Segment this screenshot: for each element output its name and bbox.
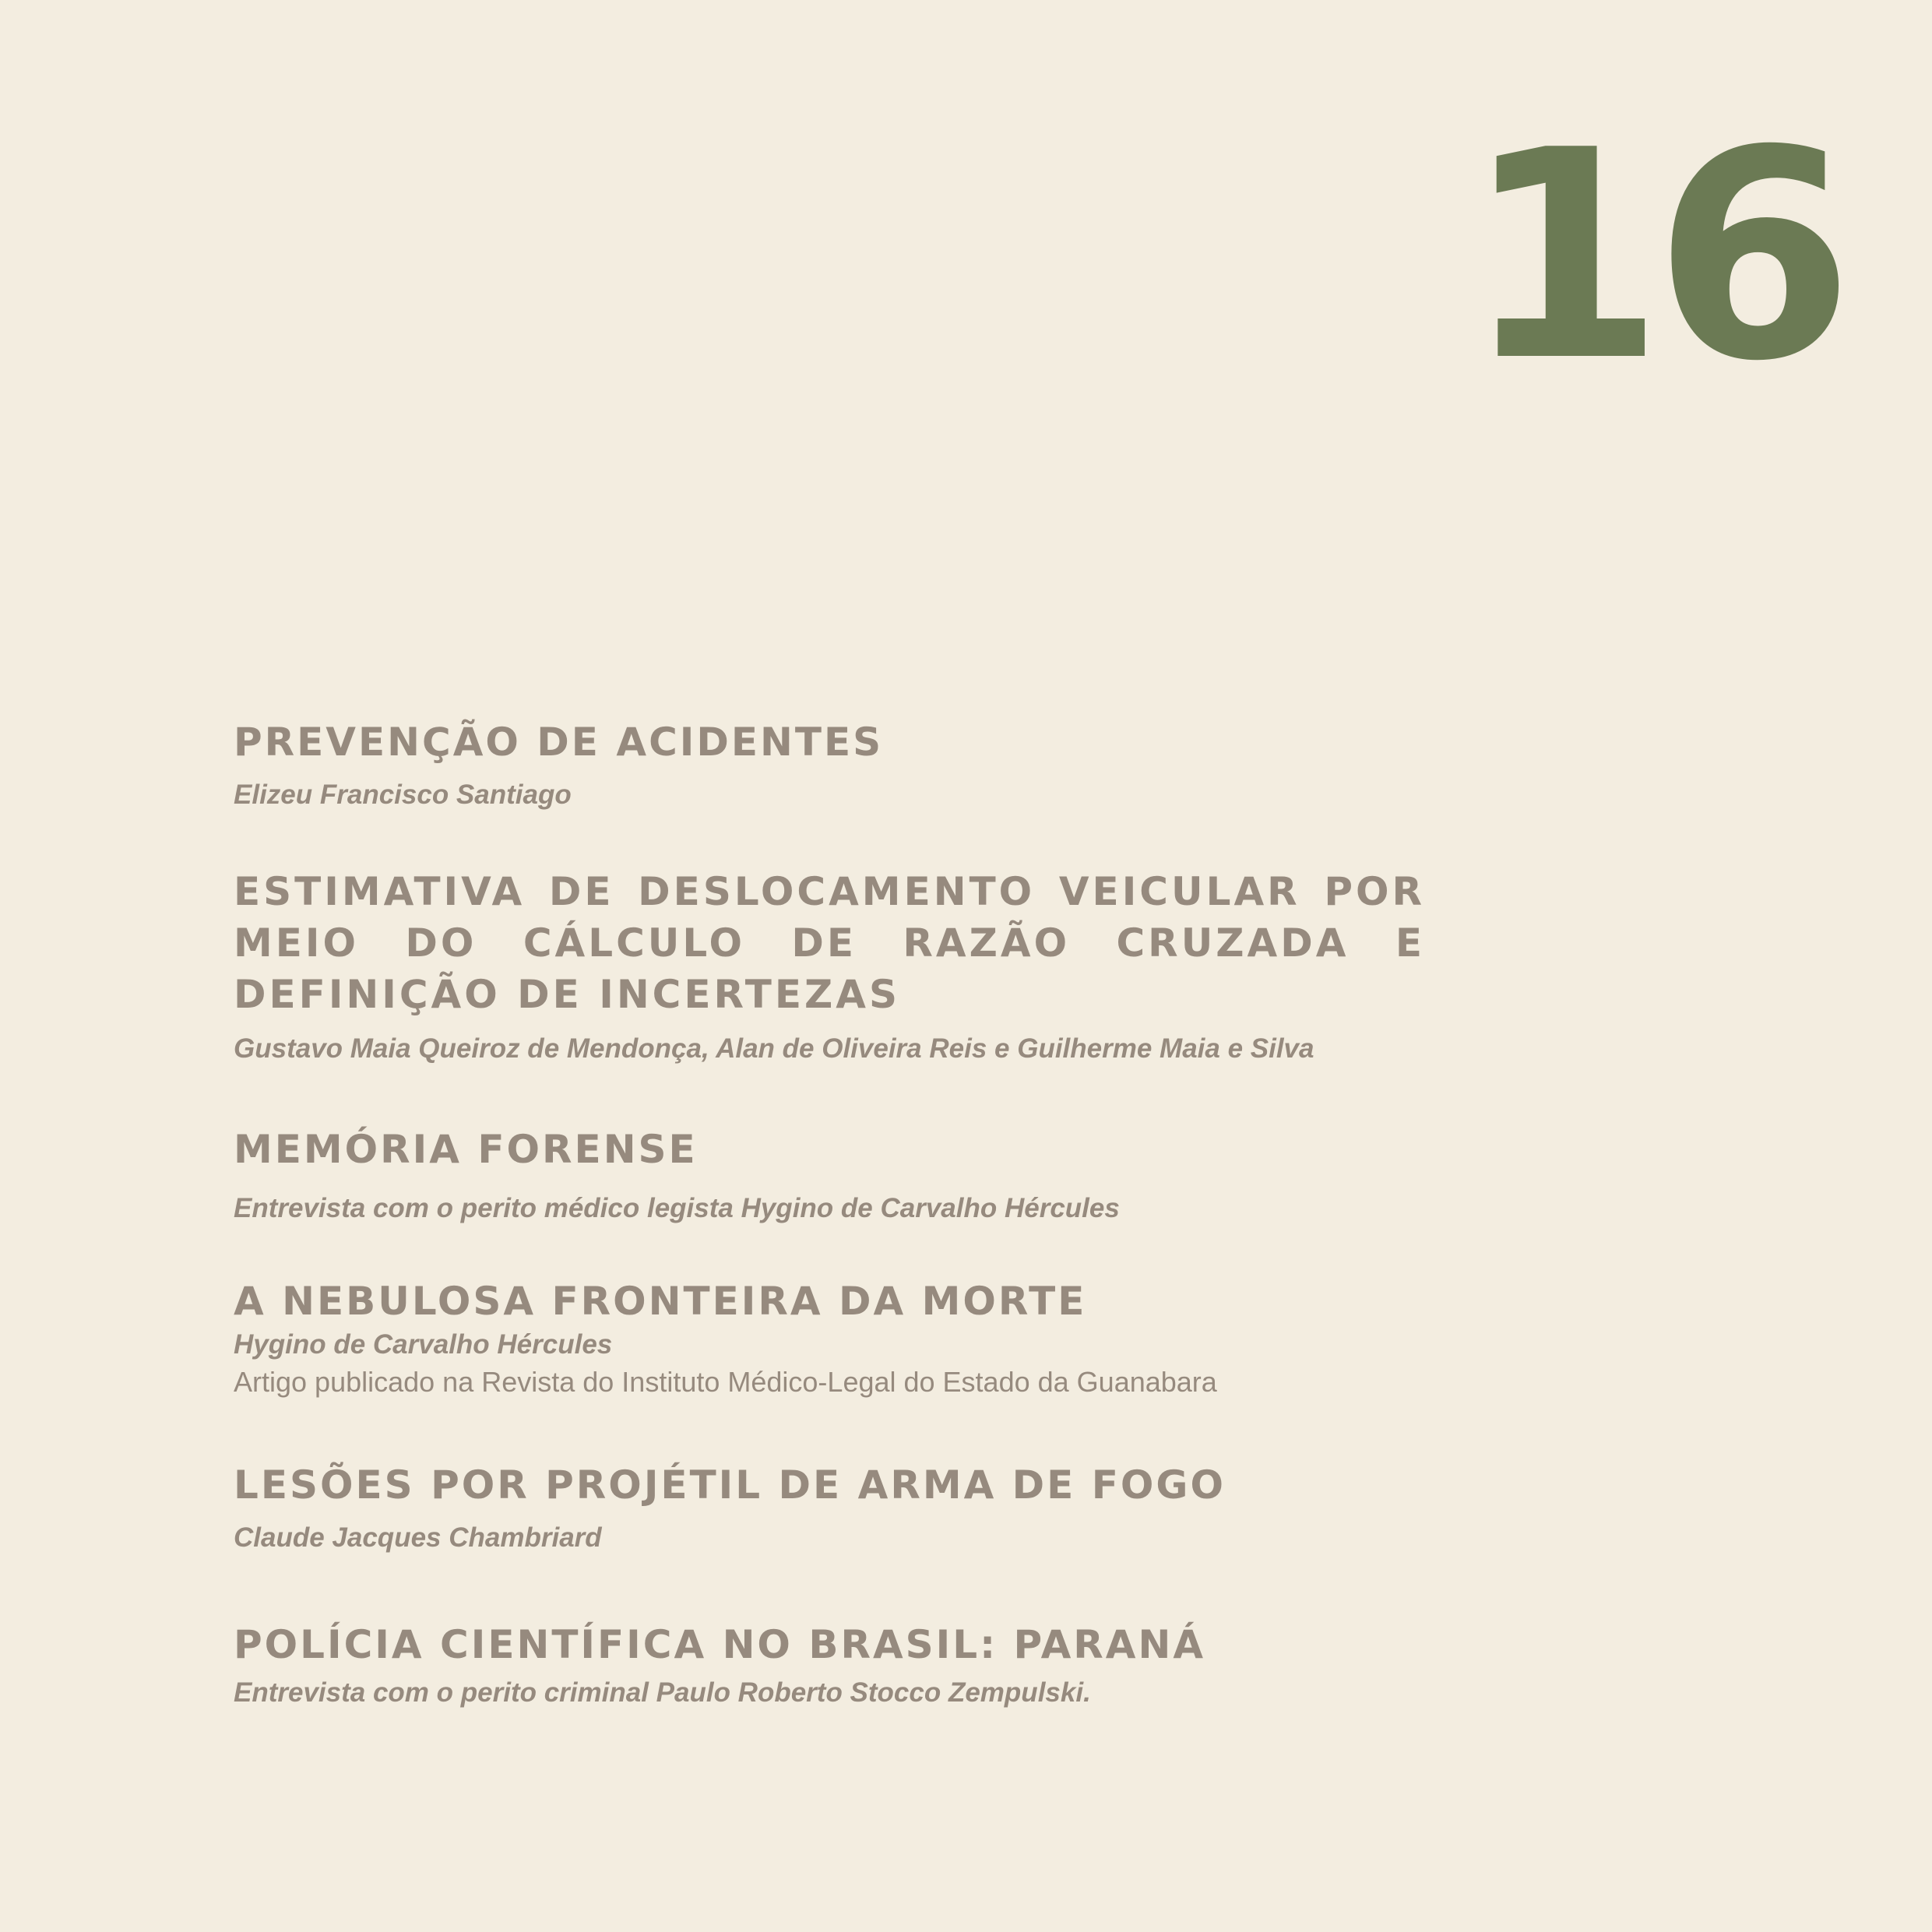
article-author: Entrevista com o perito médico legista Hygino de Carvalho Hércules [234,1193,1120,1223]
page-number: 16 [1464,90,1843,424]
toc-entry [234,716,1425,813]
article-author: Claude Jacques Chambriard [234,1522,602,1553]
toc-entry [234,1124,1425,1226]
article-title[interactable]: LESÕES POR PROJÉTIL DE ARMA DE FOGO [234,1462,1226,1508]
article-note: Artigo publicado na Revista do Instituto Médico-Legal do Estado da Guanabara [234,1366,1217,1398]
toc-entry [234,1619,1425,1711]
article-title[interactable]: ESTIMATIVA DE DESLOCAMENTO VEICULAR POR MEIO DO CÁLCULO DE RAZÃO CRUZADA E DEFINIÇÃO DE INCERTEZAS [234,869,1425,1017]
article-title[interactable]: MEMÓRIA FORENSE [234,1127,698,1172]
article-title[interactable]: A NEBULOSA FRONTEIRA DA MORTE [234,1279,1087,1324]
toc-entry [234,866,1425,1067]
article-author: Entrevista com o perito criminal Paulo Roberto Stocco Zempulski. [234,1677,1091,1708]
article-author: Gustavo Maia Queiroz de Mendonça, Alan de Oliveira Reis e Guilherme Maia e Silva [234,1033,1314,1064]
toc-entry [234,1459,1425,1556]
toc-entry [234,1276,1425,1402]
article-author: Elizeu Francisco Santiago [234,779,572,810]
article-title[interactable]: PREVENÇÃO DE ACIDENTES [234,720,884,765]
article-title[interactable]: POLÍCIA CIENTÍFICA NO BRASIL: PARANÁ [234,1622,1206,1667]
article-author: Hygino de Carvalho Hércules [234,1329,613,1360]
